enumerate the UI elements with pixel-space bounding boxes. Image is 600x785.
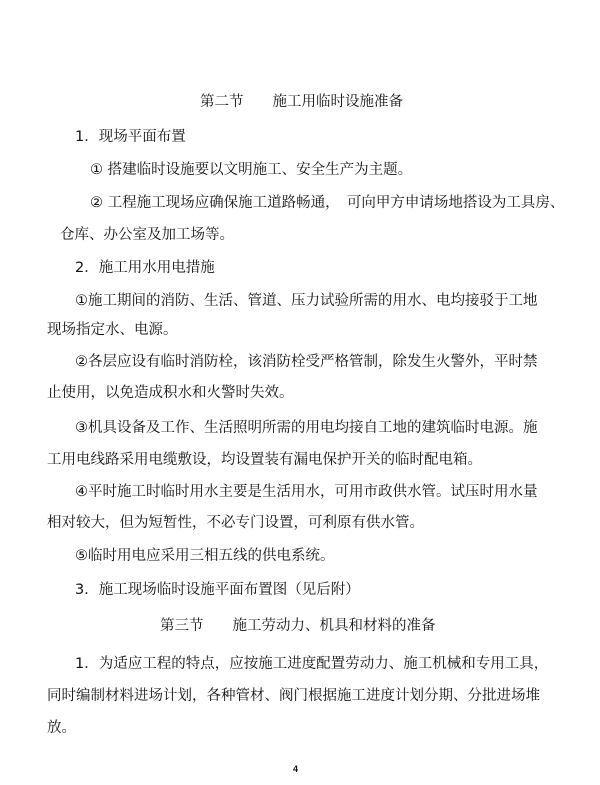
item-2-paragraph-3-line-1: ③机具设备及工作、生活照明所需的用电均接自工地的建筑临时电源。施 xyxy=(75,420,538,436)
item-2-paragraph-3-line-2: 工用电线路采用电缆敷设，均设置装有漏电保护开关的临时配电箱。 xyxy=(47,452,482,468)
item-2-paragraph-5: ⑤临时用电应采用三相五线的供电系统。 xyxy=(75,548,335,564)
section-3-item-1-line-1: 1．为适应工程的特点，应按施工进度配置劳动力、施工机械和专用工具， xyxy=(75,656,549,672)
section-3-heading: 第三节 施工劳动力、机具和材料的准备 xyxy=(160,618,436,634)
item-2-paragraph-2-line-2: 止使用，以免造成积水和火警时失效。 xyxy=(47,385,294,401)
item-2-paragraph-1-line-2: 现场指定水、电源。 xyxy=(47,322,178,338)
item-1-paragraph-2-line-2: 仓库、办公室及加工场等。 xyxy=(60,227,234,243)
item-2-paragraph-1-line-1: ①施工期间的消防、生活、管道、压力试验所需的用水、电均接驳于工地 xyxy=(75,293,538,309)
item-1-paragraph-2-line-1: ② 工程施工现场应确保施工道路畅通， 可向甲方申请场地搭设为工具房、 xyxy=(90,195,565,211)
item-2-paragraph-2-line-1: ②各层应设有临时消防栓，该消防栓受严格管制，除发生火警外，平时禁 xyxy=(75,354,538,370)
page-number: 4 xyxy=(293,764,299,774)
section-3-item-1-line-2: 同时编制材料进场计划，各种管材、阀门根据施工进度计划分期、分批进场堆 xyxy=(47,688,540,704)
item-2-paragraph-4-line-2: 相对较大，但为短暂性，不必专门设置，可利原有供水管。 xyxy=(47,515,424,531)
item-2-title: 2．施工用水用电措施 xyxy=(75,260,215,276)
item-1-paragraph-1: ① 搭建临时设施要以文明施工、安全生产为主题。 xyxy=(90,162,413,178)
section-3-item-1-line-3: 放。 xyxy=(47,720,76,736)
item-2-paragraph-4-line-1: ④平时施工时临时用水主要是生活用水，可用市政供水管。试压时用水量 xyxy=(75,484,538,500)
item-3-title: 3．施工现场临时设施平面布置图（见后附） xyxy=(75,582,360,598)
section-2-heading: 第二节 施工用临时设施准备 xyxy=(200,94,403,110)
item-1-title: 1．现场平面布置 xyxy=(75,129,186,145)
